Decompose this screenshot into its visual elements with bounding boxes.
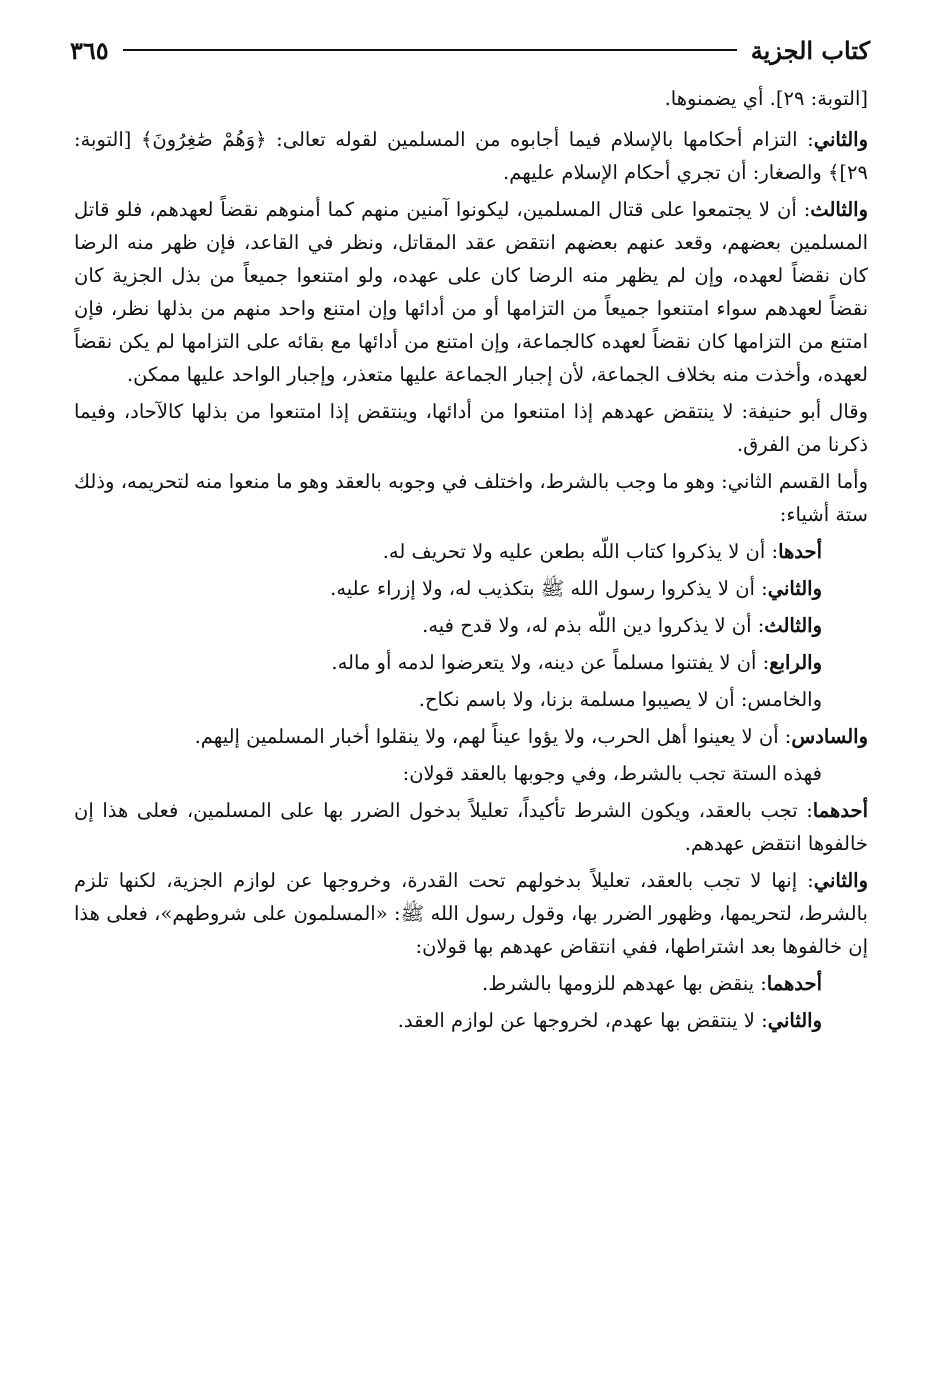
- paragraph-text: [التوبة: ٢٩]. أي يضمنوها.: [664, 87, 868, 110]
- paragraph-lead: والرابع: [769, 651, 822, 674]
- paragraph-lead: والثاني: [813, 869, 868, 892]
- paragraph-lead: والثاني: [767, 1009, 822, 1032]
- paragraph-text: فهذه الستة تجب بالشرط، وفي وجوبها بالعقد قولان:: [402, 762, 822, 785]
- paragraph-lead: والثاني: [767, 577, 822, 600]
- book-title: كتاب الجزية: [750, 35, 870, 65]
- paragraph: [74, 123, 868, 189]
- paragraph-text: : إنها لا تجب بالعقد، تعليلاً بدخولهم تحت القدرة، وخروجها عن لوازم الجزية، لكنها تلزم بالشرط، لتحريمها، وظهور الضرر بها، وقول رسول الله ﷺ: «المسلمون على شروطهم»، فعلى هذا إن خالفوها بعد اشتراطها، ففي انتقاض عهدهم بها قولان:: [74, 869, 868, 958]
- paragraph-lead: أحدها: [778, 540, 822, 563]
- paragraph-lead: والسادس: [791, 725, 868, 748]
- paragraph: [74, 82, 868, 115]
- paragraph: [74, 720, 868, 753]
- paragraph-lead: أحدهما: [766, 972, 822, 995]
- page-body: [74, 82, 868, 1041]
- list-item: [74, 572, 868, 605]
- paragraph: [74, 465, 868, 531]
- paragraph-text: : تجب بالعقد، ويكون الشرط تأكيداً، تعليلاً بدخول الضرر بها على المسلمين، فعلى هذا إن خالفوها انتقض عهدهم.: [74, 799, 868, 855]
- paragraph-text: : أن لا يذكروا كتاب اللّه بطعن عليه ولا تحريف له.: [382, 540, 779, 563]
- paragraph-text: : أن لا يفتنوا مسلماً عن دينه، ولا يتعرضوا لدمه أو ماله.: [331, 651, 770, 674]
- paragraph-text: : ينقض بها عهدهم للزومها بالشرط.: [482, 972, 767, 995]
- list-item: [74, 967, 868, 1000]
- page-header: [70, 30, 870, 70]
- paragraph-text: : لا ينتقض بها عهدم، لخروجها عن لوازم العقد.: [397, 1009, 768, 1032]
- paragraph-text: : أن لا يذكروا رسول الله ﷺ بتكذيب له، ولا إزراء عليه.: [330, 577, 768, 600]
- paragraph-text: : التزام أحكامها بالإسلام فيما أجابوه من المسلمين لقوله تعالى: ﴿وَهُمْ صَٰغِرُونَ﴾ [التوبة: ٢٩]﴾ والصغار: أن تجري أحكام الإسلام عليهم.: [74, 128, 868, 184]
- paragraph-text: : أن لا يجتمعوا على قتال المسلمين، ليكونوا آمنين منهم كما أمنوهم نقضاً لعهدهم، فلو قاتل المسلمين بعضهم، وقعد عنهم بعضهم انتقض عقد المقاتل، ونظر في القاعد، فإن ظهر منه الرضا كان نقضاً لعهده، وإن لم يظهر منه الرضا كان على عهده، ولو امتنعوا جميعاً من بذل الجزية كان نقضاً لعهدهم سواء امتنعوا جميعاً من التزامها أو من أدائها وإن امتنع واحد منهم من بذلها نظر، فإن امتنع من التزامها كان نقضاً لعهده كالجماعة، وإن امتنع من أدائها مع بقائه على التزامها لم يكن نقضاً لعهده، وأخذت منه بخلاف الجماعة، لأن إجبار الجماعة عليها متعذر، وإجبار الواحد عليها ممكن.: [74, 198, 868, 386]
- header-rule: [123, 49, 737, 51]
- paragraph-lead: والثالث: [764, 614, 822, 637]
- paragraph-lead: والثاني: [813, 128, 868, 151]
- paragraph: [74, 757, 868, 790]
- paragraph-text: وأما القسم الثاني: وهو ما وجب بالشرط، واختلف في وجوبه بالعقد وهو ما منعوا منه لتحريمه، وذلك ستة أشياء:: [74, 470, 868, 526]
- page-number: ٣٦٥: [70, 35, 109, 65]
- paragraph-text: والخامس: أن لا يصيبوا مسلمة بزنا، ولا باسم نكاح.: [418, 688, 822, 711]
- paragraph-lead: أحدهما: [812, 799, 868, 822]
- paragraph-text: : أن لا يذكروا دين اللّه بذم له، ولا قدح فيه.: [422, 614, 765, 637]
- paragraph-lead: والثالث: [810, 198, 868, 221]
- paragraph-text: وقال أبو حنيفة: لا ينتقض عهدهم إذا امتنعوا من أدائها، وينتقض إذا امتنعوا من بذلها كالآحاد، وفيما ذكرنا من الفرق.: [74, 400, 868, 456]
- paragraph-text: : أن لا يعينوا أهل الحرب، ولا يؤوا عيناً لهم، ولا ينقلوا أخبار المسلمين إليهم.: [194, 725, 792, 748]
- list-item: [74, 1004, 868, 1037]
- paragraph: [74, 395, 868, 461]
- list-item: [74, 535, 868, 568]
- paragraph: [74, 193, 868, 391]
- list-item: [74, 683, 868, 716]
- list-item: [74, 646, 868, 679]
- paragraph: [74, 864, 868, 963]
- paragraph: [74, 794, 868, 860]
- list-item: [74, 609, 868, 642]
